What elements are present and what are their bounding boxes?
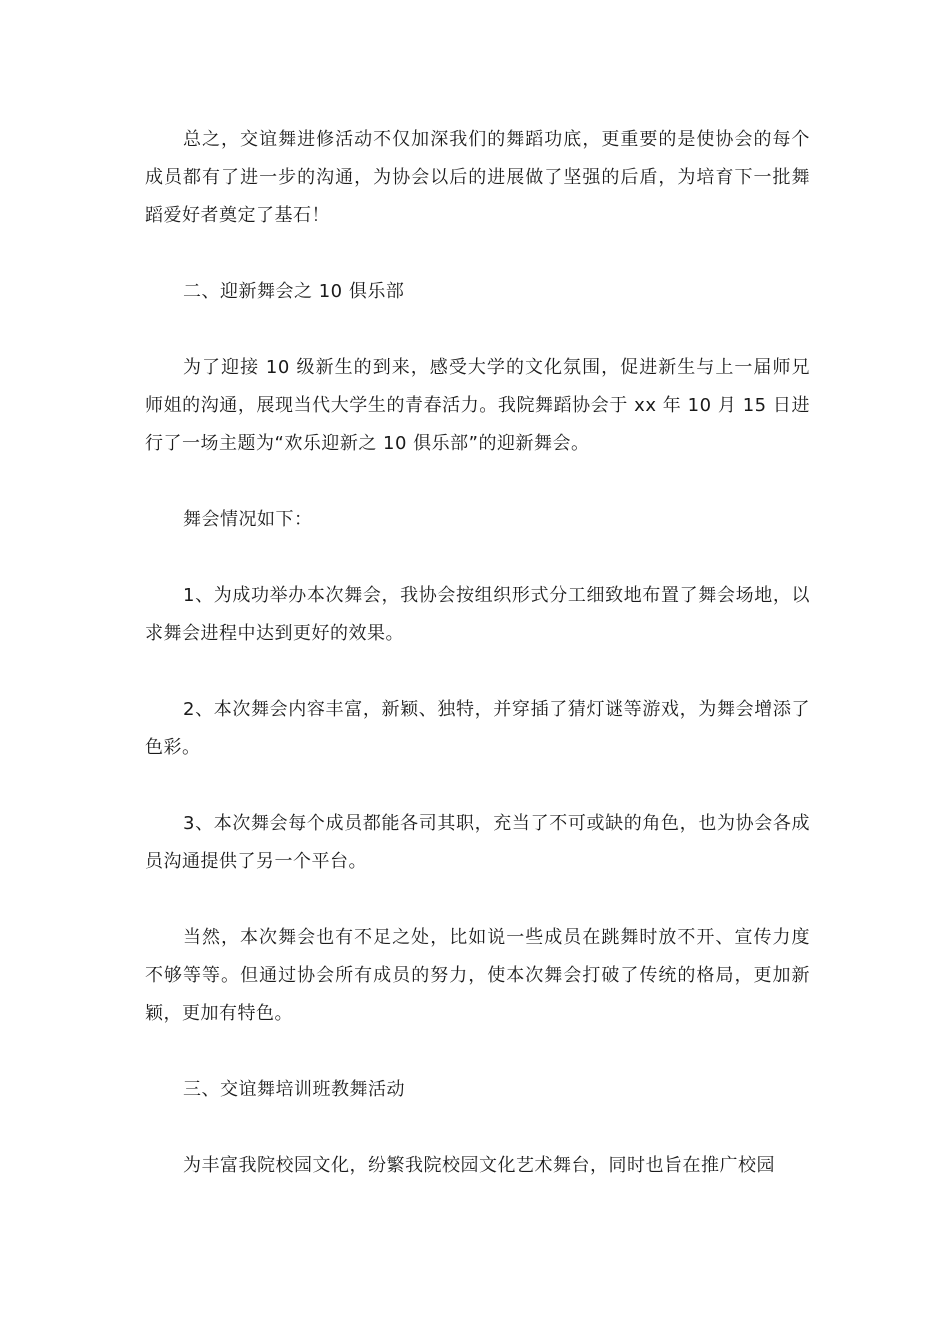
subheading-ball-situation: 舞会情况如下： (183, 509, 313, 530)
paragraph-welcome-intro: 为了迎接 10 级新生的到来，感受大学的文化氛围，促进新生与上一届师兄师姐的沟通，展现当代大学生的青春活力。我院舞蹈协会于 xx 年 10 月 15 日进行了一场主题为“欢乐迎新之 10 俱乐部”的迎新舞会。 (145, 357, 810, 454)
list-item-2: 2、本次舞会内容丰富，新颖、独特，并穿插了猜灯谜等游戏，为舞会增添了色彩。 (145, 699, 810, 758)
list-item-3: 3、本次舞会每个成员都能各司其职，充当了不可或缺的角色，也为协会各成员沟通提供了另一个平台。 (145, 813, 810, 872)
section-heading-welcome-ball: 二、迎新舞会之 10 俱乐部 (183, 281, 405, 302)
paragraph-training-intro: 为丰富我院校园文化，纷繁我院校园文化艺术舞台，同时也旨在推广校园 (183, 1155, 775, 1176)
document-body (145, 121, 810, 1223)
section-heading-training-class: 三、交谊舞培训班教舞活动 (183, 1079, 405, 1100)
paragraph-shortcomings: 当然，本次舞会也有不足之处，比如说一些成员在跳舞时放不开、宣传力度不够等等。但通过协会所有成员的努力，使本次舞会打破了传统的格局，更加新颖，更加有特色。 (145, 927, 810, 1024)
list-item-1: 1、为成功举办本次舞会，我协会按组织形式分工细致地布置了舞会场地，以求舞会进程中达到更好的效果。 (145, 585, 810, 644)
paragraph-summary: 总之，交谊舞进修活动不仅加深我们的舞蹈功底，更重要的是使协会的每个成员都有了进一步的沟通，为协会以后的进展做了坚强的后盾，为培育下一批舞蹈爱好者奠定了基石！ (145, 129, 810, 226)
